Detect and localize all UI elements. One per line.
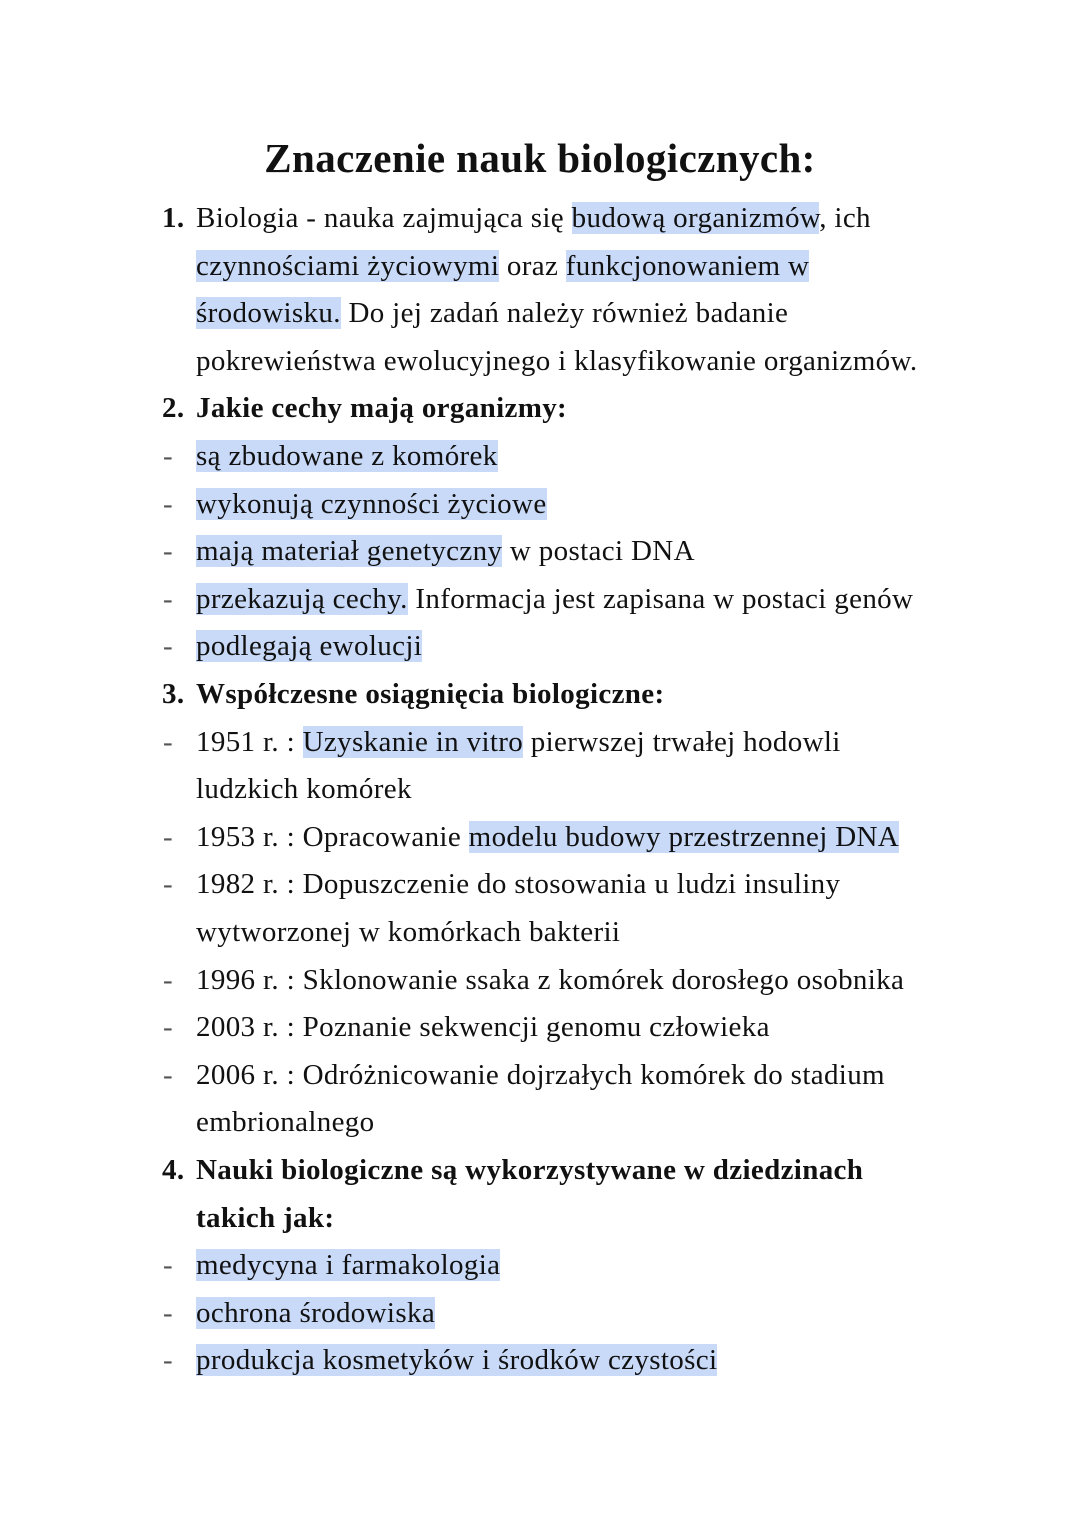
line-text xyxy=(196,1338,717,1382)
line-text xyxy=(196,1005,770,1049)
highlighted-text: funkcjonowaniem w xyxy=(565,249,810,282)
highlighted-text: modelu budowy przestrzennej DNA xyxy=(468,820,900,853)
line-text xyxy=(196,1243,500,1287)
dash-marker: - xyxy=(163,630,174,663)
line-text xyxy=(196,910,620,954)
highlighted-text: budową organizmów xyxy=(571,202,820,234)
line-text xyxy=(196,624,422,668)
highlighted-text: czynnościami życiowymi xyxy=(196,249,500,282)
dash-marker: - xyxy=(163,487,174,520)
item-number: 3. xyxy=(162,678,185,710)
text-segment: embrionalnego xyxy=(196,1106,375,1139)
line-text xyxy=(196,958,904,1002)
highlighted-text: wykonują czynności życiowe xyxy=(196,487,547,520)
line-text xyxy=(196,577,913,621)
item-number: 2. xyxy=(162,392,185,425)
text-segment: pokrewieństwa ewolucyjnego i klasyfikowanie organizmów. xyxy=(196,344,918,377)
line-text xyxy=(196,434,498,478)
dash-marker: - xyxy=(163,963,174,996)
highlighted-text: ochrona środowiska xyxy=(196,1296,436,1329)
dash-marker: - xyxy=(163,820,174,853)
highlighted-text: są zbudowane z komórek xyxy=(196,440,498,472)
text-segment: Biologia xyxy=(196,202,299,234)
text-segment: pierwszej trwałej hodowli xyxy=(523,725,841,758)
dash-marker: - xyxy=(163,582,174,615)
highlighted-text: medycyna i farmakologia xyxy=(196,1249,501,1282)
text-segment: w postaci DNA xyxy=(502,535,695,568)
dash-marker: - xyxy=(163,440,174,472)
text-segment: , ich xyxy=(819,202,871,234)
line-text xyxy=(196,672,665,716)
highlighted-text: przekazują cechy. xyxy=(196,582,408,615)
text-segment: 1953 r. : Opracowanie xyxy=(196,820,469,853)
dash-marker: - xyxy=(163,1011,174,1044)
line-text xyxy=(196,1148,863,1192)
dash-marker: - xyxy=(163,725,174,758)
highlighted-text: mają materiał genetyczny xyxy=(196,535,503,568)
highlighted-text: produkcja kosmetyków i środków czystości xyxy=(196,1344,718,1377)
text-segment: 1982 r. : Dopuszczenie do stosowania u ludzi insuliny xyxy=(196,868,841,901)
line-text xyxy=(196,815,899,859)
text-segment: 1996 r. : Sklonowanie ssaka z komórek dorosłego osobnika xyxy=(196,963,905,996)
text-segment: Współczesne osiągnięcia biologiczne: xyxy=(196,678,665,710)
line-text xyxy=(196,244,809,288)
text-segment: Nauki biologiczne są wykorzystywane w dziedzinach xyxy=(196,1154,864,1186)
text-segment: 2006 r. : Odróżnicowanie dojrzałych komórek do stadium xyxy=(196,1058,885,1091)
line-text xyxy=(196,767,412,811)
dash-marker: - xyxy=(163,1249,174,1282)
text-segment: Informacja jest zapisana w postaci genów xyxy=(407,582,914,615)
highlighted-text: środowisku. xyxy=(196,297,341,330)
dash-marker: - xyxy=(163,868,174,901)
item-number: 1. xyxy=(162,202,185,234)
line-text xyxy=(196,1100,375,1144)
text-segment: - nauka zajmująca się xyxy=(298,202,572,234)
line-text xyxy=(196,339,918,383)
dash-marker: - xyxy=(163,1344,174,1377)
page-title: Znaczenie nauk biologicznych: xyxy=(264,135,816,181)
dash-marker: - xyxy=(163,1296,174,1329)
text-segment: Jakie cechy mają organizmy: xyxy=(196,392,568,425)
highlighted-text: Uzyskanie in vitro xyxy=(302,725,524,758)
line-text xyxy=(196,1196,334,1240)
text-segment: wytworzonej w komórkach bakterii xyxy=(196,916,621,948)
line-text xyxy=(196,1291,435,1335)
item-number: 4. xyxy=(162,1154,185,1186)
highlighted-text: podlegają ewolucji xyxy=(196,630,423,663)
line-text xyxy=(196,862,840,906)
text-segment: Do jej zadań należy również badanie xyxy=(340,297,789,330)
line-text xyxy=(196,386,567,430)
line-text xyxy=(196,196,871,240)
line-text xyxy=(196,720,841,764)
line-text xyxy=(196,1053,885,1097)
text-segment: oraz xyxy=(499,249,566,282)
text-segment: ludzkich komórek xyxy=(196,773,412,806)
dash-marker: - xyxy=(163,535,174,568)
dash-marker: - xyxy=(163,1058,174,1091)
line-text xyxy=(196,291,788,335)
line-text xyxy=(196,529,695,573)
text-segment: 2003 r. : Poznanie sekwencji genomu człowieka xyxy=(196,1011,770,1044)
line-text xyxy=(196,482,547,526)
text-segment: 1951 r. : xyxy=(196,725,303,758)
text-segment: takich jak: xyxy=(196,1201,335,1234)
